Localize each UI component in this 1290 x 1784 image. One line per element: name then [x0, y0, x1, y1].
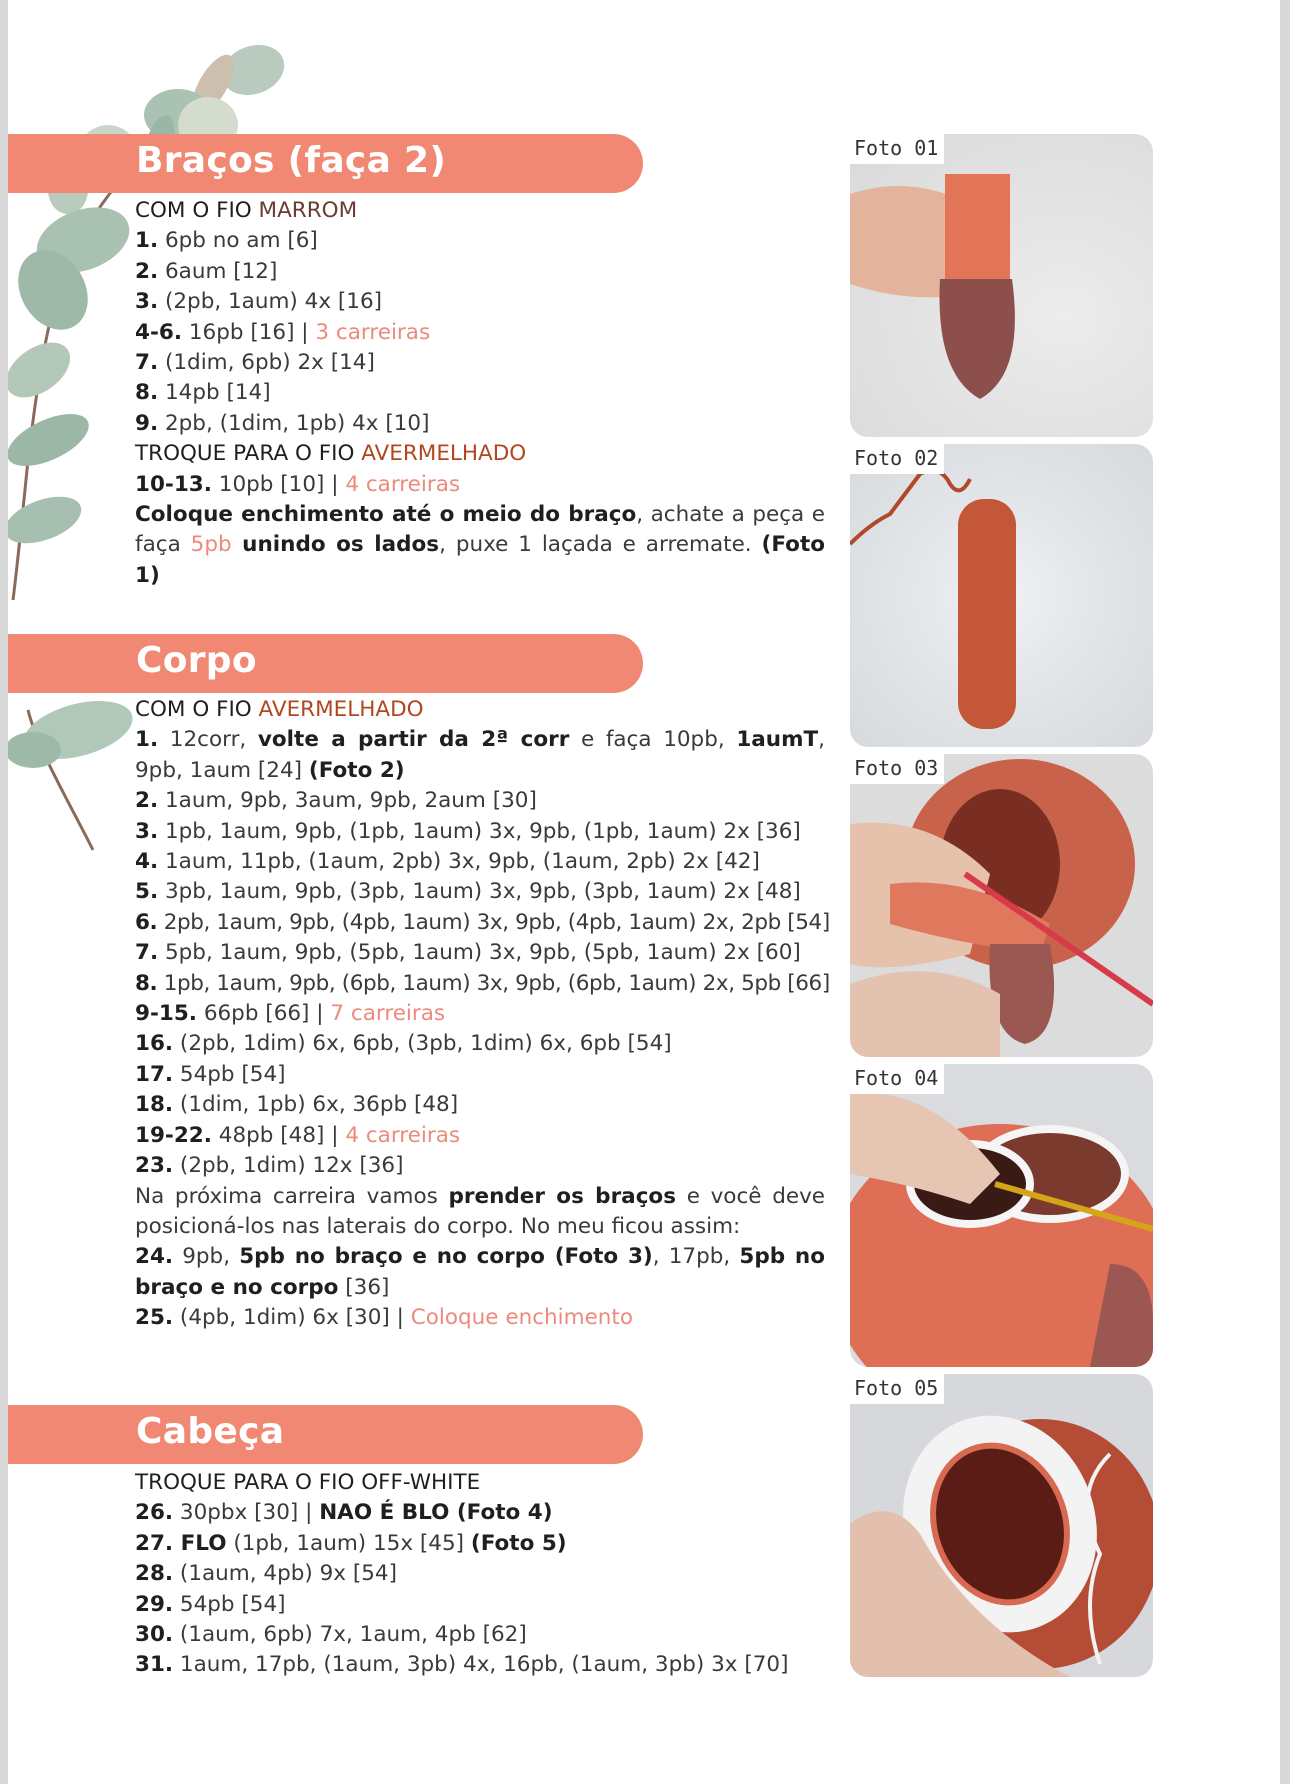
photo-05 — [850, 1374, 1153, 1677]
photo-label: Foto 05 — [850, 1374, 944, 1404]
photo-04 — [850, 1064, 1153, 1367]
yarn-color-marrom: MARROM — [258, 198, 358, 223]
list-item: 2. 1aum, 9pb, 3aum, 9pb, 2aum [30] — [135, 788, 537, 814]
arm-piece-image-icon — [850, 134, 1153, 437]
head-instructions — [135, 1468, 825, 1681]
section-banner-body — [8, 634, 643, 693]
arms-yarn-change-line: TROQUE PARA O FIO AVERMELHADO — [135, 441, 527, 467]
list-item: 10-13. 10pb [10] | 4 carreiras — [135, 471, 461, 497]
list-item: 6. 2pb, 1aum, 9pb, (4pb, 1aum) 3x, 9pb, (4pb, 1aum) 2x, 2pb [54] — [135, 909, 830, 935]
list-item: 19-22. 48pb [48] | 4 carreiras — [135, 1122, 461, 1148]
list-item: 3. 1pb, 1aum, 9pb, (1pb, 1aum) 3x, 9pb, (1pb, 1aum) 2x [36] — [135, 818, 801, 844]
head-flo-image-icon — [850, 1374, 1153, 1677]
section-banner-head — [8, 1405, 643, 1464]
list-item: 31. 1aum, 17pb, (1aum, 3pb) 4x, 16pb, (1aum, 3pb) 3x [70] — [135, 1652, 789, 1678]
list-item: 8. 1pb, 1aum, 9pb, (6pb, 1aum) 3x, 9pb, (6pb, 1aum) 2x, 5pb [66] — [135, 970, 830, 996]
body-note-paragraph: Na próxima carreira vamos prender os braços e você deve posicioná-los nas laterais do corpo. No meu ficou assim: — [135, 1183, 826, 1239]
arms-finish-paragraph: Coloque enchimento até o meio do braço, achate a peça e faça 5pb unindo os lados, puxe 1 laçada e arremate. (Foto 1) — [135, 502, 825, 588]
list-item: 25. (4pb, 1dim) 6x [30] | Coloque enchimento — [135, 1305, 634, 1331]
section-banner-arms — [8, 134, 643, 193]
list-item: 9-15. 66pb [66] | 7 carreiras — [135, 1001, 446, 1027]
photo-label: Foto 01 — [850, 134, 944, 164]
flattened-arm-image-icon — [850, 444, 1153, 747]
section-title-head: Cabeça — [136, 1411, 285, 1452]
photo-label: Foto 04 — [850, 1064, 944, 1094]
list-item: 1. 6pb no am [6] — [135, 228, 318, 254]
list-item: 28. (1aum, 4pb) 9x [54] — [135, 1561, 397, 1587]
list-item: 4-6. 16pb [16] | 3 carreiras — [135, 319, 431, 345]
head-start-image-icon — [850, 1064, 1153, 1367]
list-item: 30. (1aum, 6pb) 7x, 1aum, 4pb [62] — [135, 1622, 527, 1648]
list-item: 23. (2pb, 1dim) 12x [36] — [135, 1153, 404, 1179]
list-item: 16. (2pb, 1dim) 6x, 6pb, (3pb, 1dim) 6x, 6pb [54] — [135, 1031, 672, 1057]
body-instructions — [135, 695, 830, 1334]
yarn-color-avermelhado: AVERMELHADO — [258, 697, 424, 722]
list-item: 9. 2pb, (1dim, 1pb) 4x [10] — [135, 410, 430, 436]
list-item: 7. 5pb, 1aum, 9pb, (5pb, 1aum) 3x, 9pb, (5pb, 1aum) 2x [60] — [135, 940, 801, 966]
list-item: 1. 12corr, volte a partir da 2ª corr e faça 10pb, 1aumT, 9pb, 1aum [24] (Foto 2) — [135, 727, 826, 783]
photo-03 — [850, 754, 1153, 1057]
list-item: 8. 14pb [14] — [135, 380, 271, 406]
eucalyptus-decoration-bottom-icon — [8, 690, 138, 860]
list-item: 3. (2pb, 1aum) 4x [16] — [135, 289, 383, 315]
list-item: 26. 30pbx [30] | NAO É BLO (Foto 4) — [135, 1500, 553, 1526]
list-item: 17. 54pb [54] — [135, 1061, 286, 1087]
list-item: 4. 1aum, 11pb, (1aum, 2pb) 3x, 9pb, (1aum, 2pb) 2x [42] — [135, 849, 760, 875]
yarn-color-avermelhado: AVERMELHADO — [361, 441, 527, 467]
section-title-body: Corpo — [136, 640, 257, 681]
list-item: 2. 6aum [12] — [135, 258, 278, 284]
photo-label: Foto 03 — [850, 754, 944, 784]
photo-02 — [850, 444, 1153, 747]
list-item: 7. (1dim, 6pb) 2x [14] — [135, 350, 375, 376]
section-title-arms: Braços (faça 2) — [136, 140, 447, 181]
photo-label: Foto 02 — [850, 444, 944, 474]
attach-arm-image-icon — [850, 754, 1153, 1057]
list-item: 27. FLO (1pb, 1aum) 15x [45] (Foto 5) — [135, 1530, 567, 1556]
photo-01 — [850, 134, 1153, 437]
body-yarn-line: COM O FIO AVERMELHADO — [135, 697, 424, 722]
list-item: 29. 54pb [54] — [135, 1591, 286, 1617]
head-yarn-line: TROQUE PARA O FIO OFF-WHITE — [135, 1470, 481, 1495]
list-item: 24. 9pb, 5pb no braço e no corpo (Foto 3), 17pb, 5pb no braço e no corpo [36] — [135, 1244, 825, 1300]
arms-yarn-line: COM O FIO MARROM — [135, 198, 358, 223]
list-item: 18. (1dim, 1pb) 6x, 36pb [48] — [135, 1092, 459, 1118]
list-item: 5. 3pb, 1aum, 9pb, (3pb, 1aum) 3x, 9pb, (3pb, 1aum) 2x [48] — [135, 879, 801, 905]
arms-instructions — [135, 196, 825, 591]
